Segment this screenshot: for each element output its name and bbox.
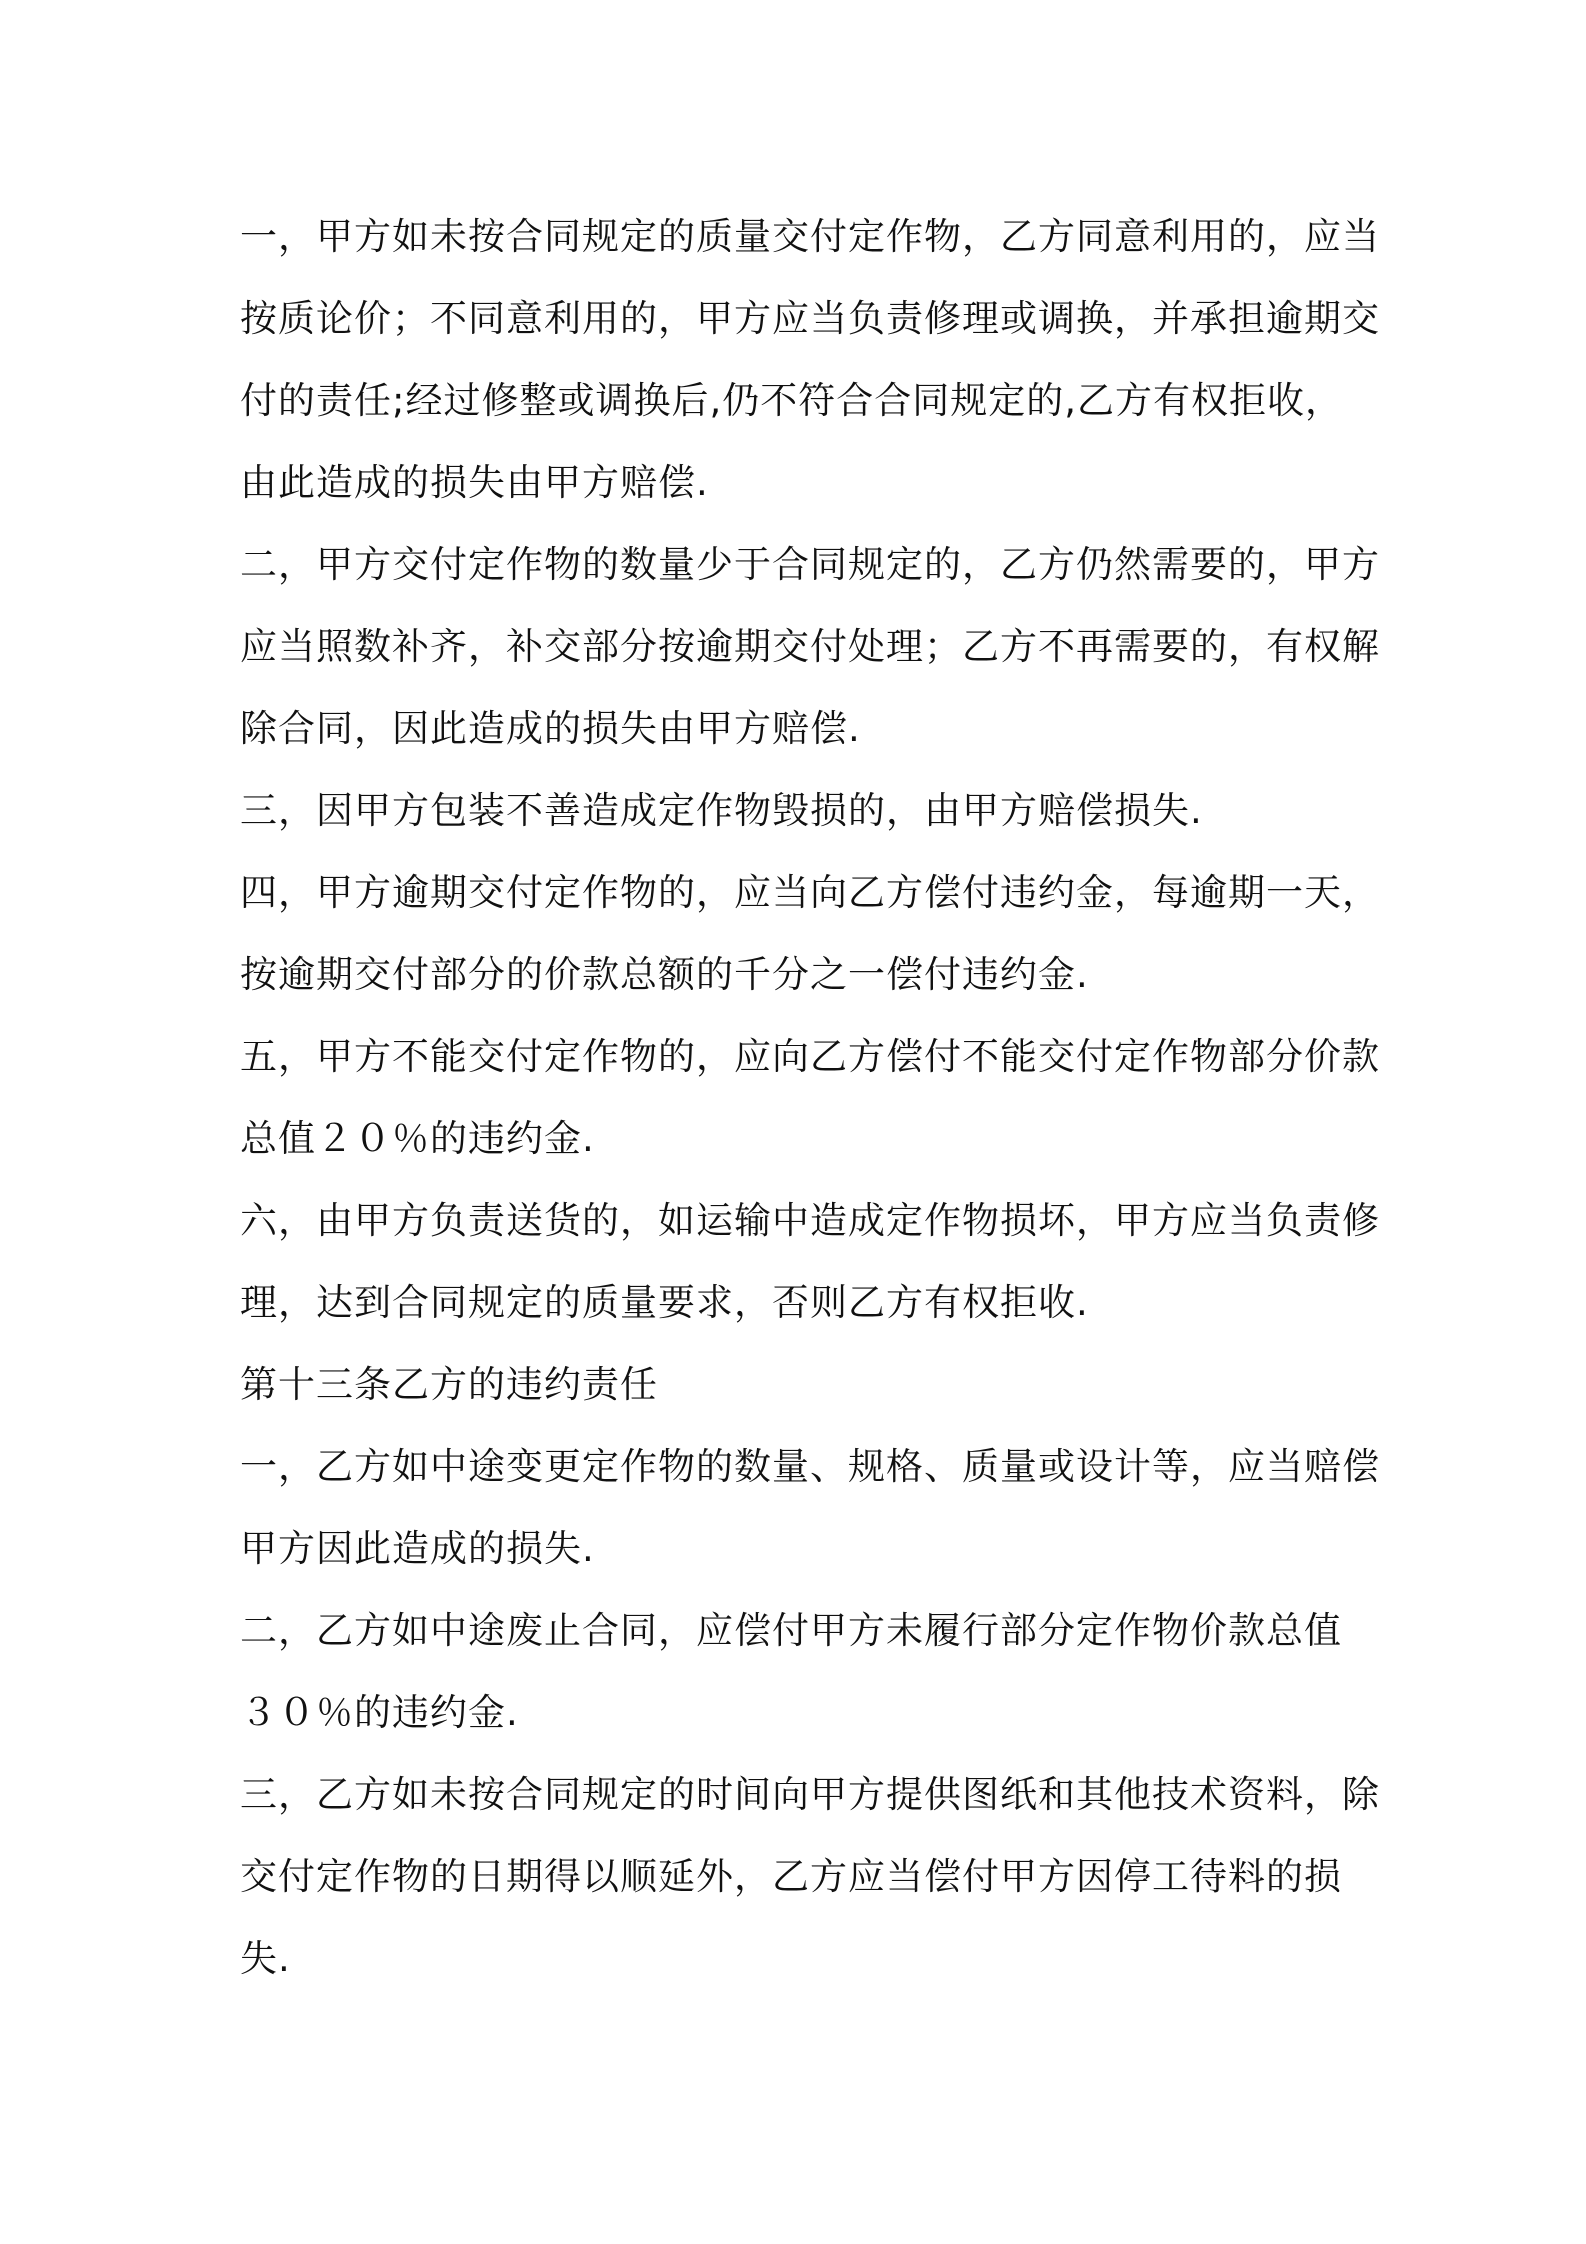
text-line: 按质论价；不同意利用的，甲方应当负责修理或调换，并承担逾期交 xyxy=(240,297,1380,340)
text-line: 四，甲方逾期交付定作物的，应当向乙方偿付违约金，每逾期一天， xyxy=(240,871,1380,914)
text-line: 按逾期交付部分的价款总额的千分之一偿付违约金. xyxy=(240,953,1089,996)
text-line: 交付定作物的日期得以顺延外，乙方应当偿付甲方因停工待料的损 xyxy=(240,1855,1342,1898)
text-line: 总值２０％的违约金. xyxy=(240,1117,595,1160)
text-line: 一，乙方如中途变更定作物的数量、规格、质量或设计等，应当赔偿 xyxy=(240,1445,1380,1488)
text-line: 除合同，因此造成的损失由甲方赔偿. xyxy=(240,707,861,750)
text-line: ３０％的违约金. xyxy=(240,1691,519,1734)
text-line: 一，甲方如未按合同规定的质量交付定作物，乙方同意利用的，应当 xyxy=(240,215,1380,258)
text-line: 二，乙方如中途废止合同，应偿付甲方未履行部分定作物价款总值 xyxy=(240,1609,1342,1652)
text-line: 五，甲方不能交付定作物的，应向乙方偿付不能交付定作物部分价款 xyxy=(240,1035,1380,1078)
text-line: 甲方因此造成的损失. xyxy=(240,1527,595,1570)
text-line: 三，乙方如未按合同规定的时间向甲方提供图纸和其他技术资料，除 xyxy=(240,1773,1380,1816)
text-line: 理，达到合同规定的质量要求，否则乙方有权拒收. xyxy=(240,1281,1089,1324)
text-line: 应当照数补齐，补交部分按逾期交付处理；乙方不再需要的，有权解 xyxy=(240,625,1380,668)
section-heading: 第十三条乙方的违约责任 xyxy=(240,1363,658,1406)
text-line: 三，因甲方包装不善造成定作物毁损的，由甲方赔偿损失. xyxy=(240,789,1203,832)
text-line: 六，由甲方负责送货的，如运输中造成定作物损坏，甲方应当负责修 xyxy=(240,1199,1380,1242)
text-line: 付的责任;经过修整或调换后,仍不符合合同规定的,乙方有权拒收， xyxy=(240,379,1343,422)
text-line: 由此造成的损失由甲方赔偿. xyxy=(240,461,709,504)
text-line: 二，甲方交付定作物的数量少于合同规定的，乙方仍然需要的，甲方 xyxy=(240,543,1380,586)
document-body xyxy=(240,196,1380,2000)
text-line: 失. xyxy=(240,1937,291,1980)
